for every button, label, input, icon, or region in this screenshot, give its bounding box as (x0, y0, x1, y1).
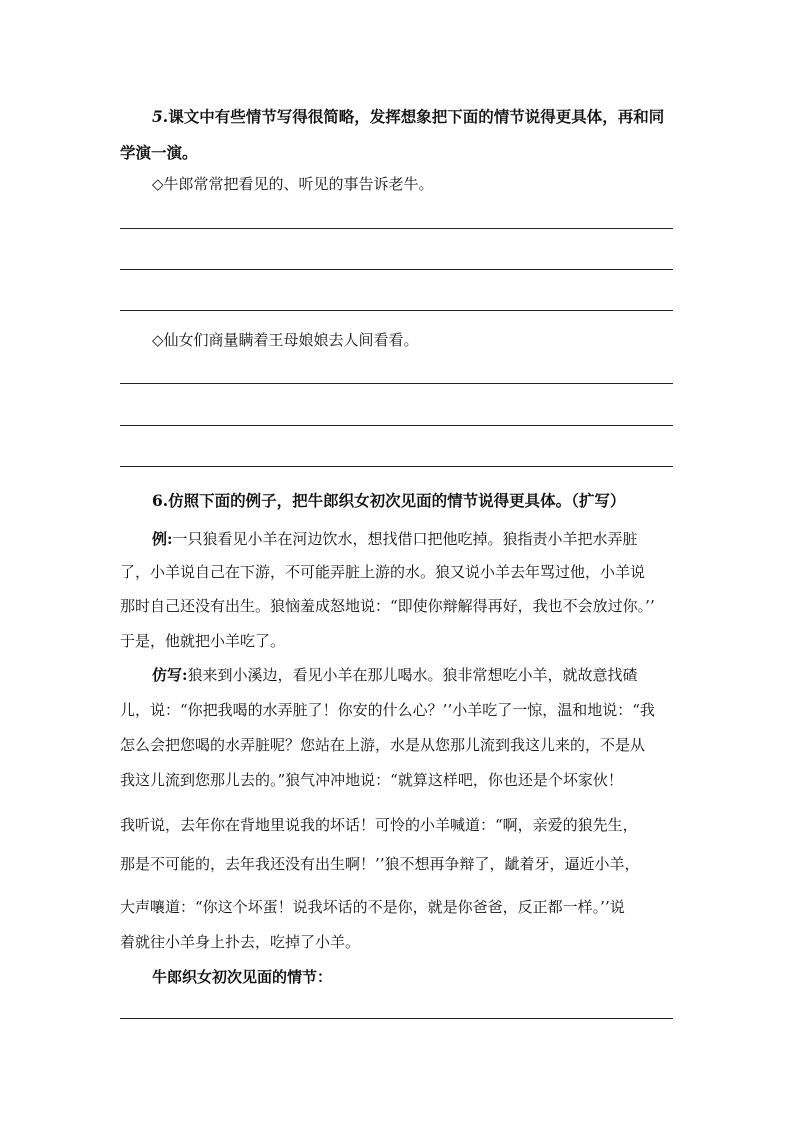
q6-imitation-line3: 怎么会把您喝的水弄脏呢？您站在上游，水是从您那儿流到我这儿来的，不是从 (120, 736, 646, 754)
q6-example-line3: 那时自己还没有出生。狼恼羞成怒地说：“即使你辩解得再好，我也不会放过你。’’ (120, 597, 655, 615)
q6-imitation-line8: 着就往小羊身上扑去，吃掉了小羊。 (120, 933, 361, 951)
answer-line[interactable] (120, 383, 673, 384)
q5-title-line1 (152, 107, 664, 127)
q6-imitation-line2: 儿，说：“你把我喝的水弄脏了！你安的什么心？’’小羊吃了一惊，温和地说：“我 (120, 701, 655, 719)
q6-title: 6.仿照下面的例子，把牛郎织女初次见面的情节说得更具体。（扩写） (152, 491, 626, 510)
q6-imitation-line6: 那是不可能的，去年我还没有出生啊！’’狼不想再争辩了，龇着牙，逼近小羊， (120, 855, 640, 873)
q6-imitation-line1 (152, 665, 638, 685)
q6-imitation-line5: 我听说，去年你在背地里说我的坏话！可怜的小羊喊道：“啊，亲爱的狼先生， (120, 816, 638, 834)
q6-answer-label: 牛郎织女初次见面的情节： (152, 968, 333, 986)
answer-line[interactable] (120, 425, 673, 426)
q5-number: 5. (152, 107, 169, 126)
answer-line[interactable] (120, 269, 673, 270)
q5-prompt1: ◇牛郎常常把看见的、听见的事告诉老牛。 (152, 175, 434, 193)
q6-imitation-line7: 大声嚷道：“你这个坏蛋！说我坏话的不是你，就是你爸爸，反正都一样。’’说 (120, 898, 625, 916)
q5-title-line2: 学演一演。 (120, 143, 198, 162)
imitation-label: 仿写: (152, 666, 188, 684)
answer-line[interactable] (120, 1018, 673, 1019)
answer-line[interactable] (120, 466, 673, 467)
q5-title-text: 课文中有些情节写得很简略，发挥想象把下面的情节说得更具体，再和同 (168, 107, 665, 126)
q6-example-line1 (152, 529, 638, 549)
q5-prompt2: ◇仙女们商量瞒着王母娘娘去人间看看。 (152, 331, 419, 349)
q6-example-line4: 于是，他就把小羊吃了。 (120, 632, 286, 650)
example-label: 例: (152, 530, 173, 548)
q6-example-line2: 了，小羊说自己在下游，不可能弄脏上游的水。狼又说小羊去年骂过他，小羊说 (120, 563, 646, 581)
q6-imitation-line4: 我这儿流到您那儿去的。”狼气冲冲地说：“就算这样吧，你也还是个坏家伙！ (120, 771, 623, 789)
answer-line[interactable] (120, 228, 673, 229)
example-text: 一只狼看见小羊在河边饮水，想找借口把他吃掉。狼指责小羊把水弄脏 (172, 530, 638, 548)
answer-line[interactable] (120, 310, 673, 311)
imitation-text: 狼来到小溪边，看见小羊在那儿喝水。狼非常想吃小羊，就故意找碴 (187, 666, 638, 684)
